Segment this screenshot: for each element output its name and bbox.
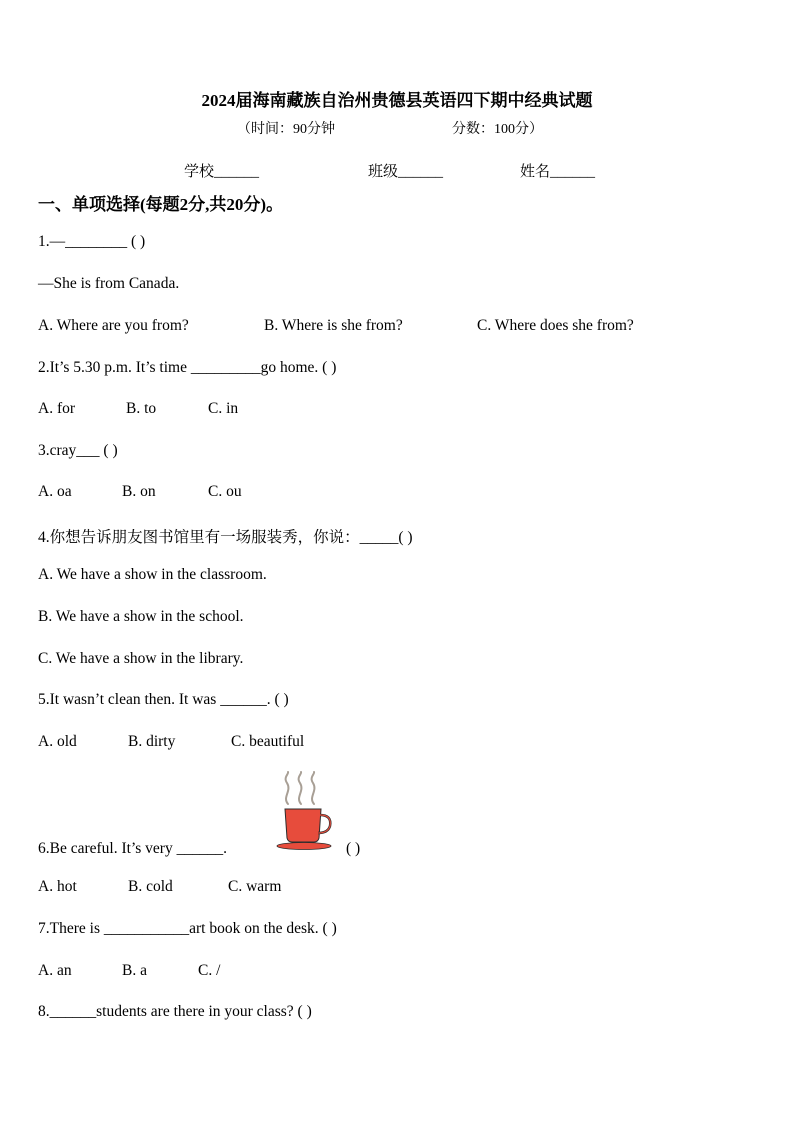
- question-4-stem: 4.你想告诉朋友图书馆里有一场服装秀，你说：_____( ): [38, 529, 413, 546]
- question-1-answer-line: —She is from Canada.: [38, 275, 180, 292]
- option-a: A. Where are you from?: [38, 317, 189, 334]
- option-c: C. /: [198, 962, 221, 979]
- exam-time: （时间：90分钟: [237, 122, 335, 137]
- school-field: 学校______: [184, 164, 260, 180]
- option-a: A. old: [38, 733, 77, 750]
- section-title: 一、单项选择(每题2分,共20分)。: [38, 195, 284, 214]
- question-2-stem: 2.It’s 5.30 p.m. It’s time _________go home. ( ): [38, 359, 337, 376]
- option-a: A. hot: [38, 878, 77, 895]
- name-field: 姓名______: [520, 164, 596, 180]
- exam-score: 分数：100分）: [452, 122, 543, 137]
- option-c: C. in: [208, 400, 239, 417]
- option-b: B. cold: [128, 878, 173, 895]
- question-4-option-a: A. We have a show in the classroom.: [38, 566, 267, 583]
- hot-coffee-cup-icon: [276, 770, 336, 852]
- question-1-stem: 1.—________ ( ): [38, 233, 146, 250]
- option-b: B. Where is she from?: [264, 317, 403, 334]
- option-b: B. a: [122, 962, 147, 979]
- question-6-stem: 6.Be careful. It’s very ______.: [38, 840, 227, 857]
- option-c: C. warm: [228, 878, 282, 895]
- option-b: B. to: [126, 400, 157, 417]
- question-7-stem: 7.There is ___________art book on the desk. ( ): [38, 920, 337, 937]
- option-c: C. beautiful: [231, 733, 305, 750]
- class-field: 班级______: [368, 164, 444, 180]
- option-c: C. ou: [208, 483, 242, 500]
- question-4-option-c: C. We have a show in the library.: [38, 650, 244, 667]
- option-a: A. oa: [38, 483, 72, 500]
- question-6-answer-parens: ( ): [346, 840, 361, 857]
- question-5-stem: 5.It wasn’t clean then. It was ______. ( ): [38, 691, 289, 708]
- option-c: C. Where does she from?: [477, 317, 634, 334]
- option-a: A. for: [38, 400, 76, 417]
- question-8-stem: 8.______students are there in your class? ( ): [38, 1003, 312, 1020]
- exam-title: 2024届海南藏族自治州贵德县英语四下期中经典试题: [201, 91, 593, 110]
- question-4-option-b: B. We have a show in the school.: [38, 608, 244, 625]
- option-a: A. an: [38, 962, 72, 979]
- question-3-stem: 3.cray___ ( ): [38, 442, 118, 459]
- option-b: B. dirty: [128, 733, 176, 750]
- option-b: B. on: [122, 483, 156, 500]
